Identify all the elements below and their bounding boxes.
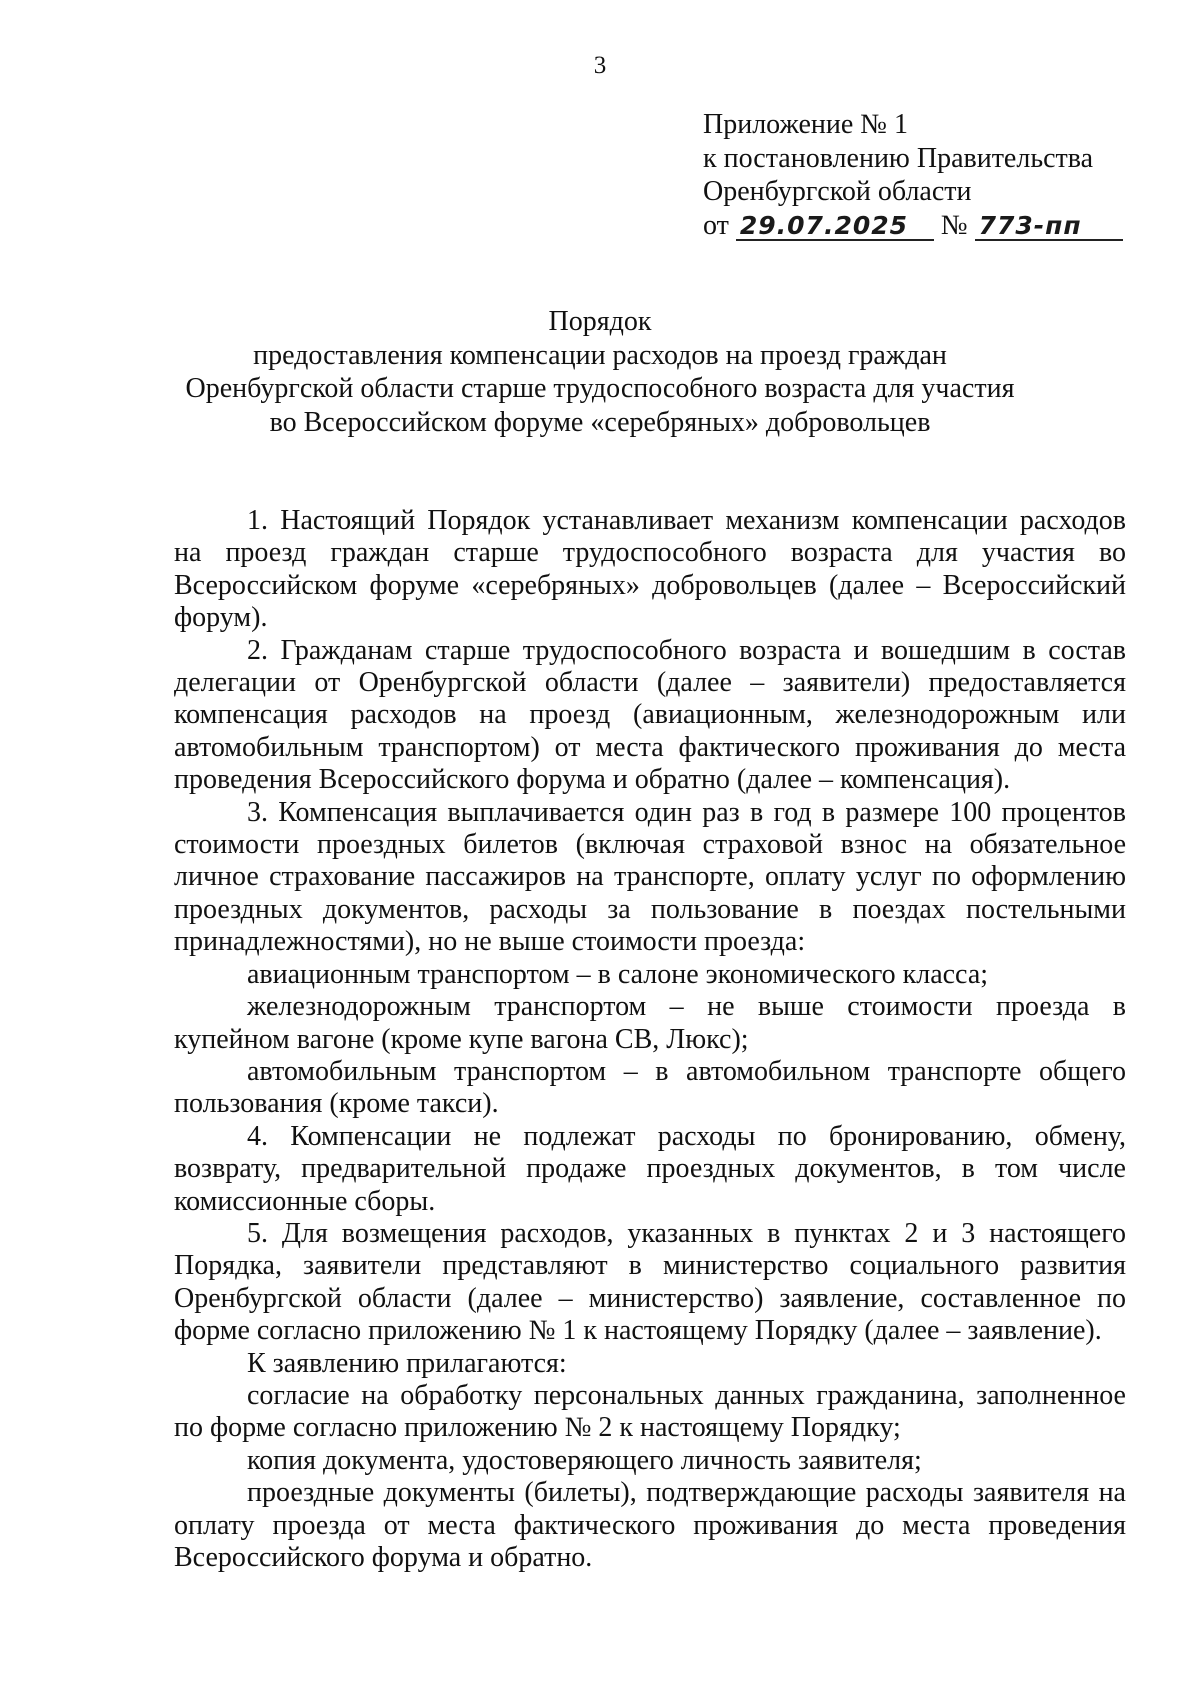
- title-line-4: во Всероссийском форуме «серебряных» добровольцев: [269, 406, 931, 438]
- paragraph-3: 3. Компенсация выплачивается один раз в год в размере 100 процентов стоимости проездных билетов (включая страховой взнос на обязательное личное страхование пассажиров на транспорте, оплату услуг по оформлению проездных документов, расходы за пользование в поездах постельными принадлежностями), но не выше стоимости проезда:: [174, 796, 1126, 958]
- paragraph-5: 5. Для возмещения расходов, указанных в пунктах 2 и 3 настоящего Порядка, заявители представляют в министерство социального развития Оренбургской области (далее – министерство) заявление, составленное по форме согласно приложению № 1 к настоящему Порядку (далее – заявление).: [174, 1217, 1126, 1347]
- appendix-header: [703, 108, 1123, 242]
- number-prefix: №: [940, 209, 968, 241]
- paragraph-4: 4. Компенсации не подлежат расходы по бронированию, обмену, возврату, предварительной продаже проездных документов, в том числе комиссионные сборы.: [174, 1120, 1126, 1217]
- document-body: [174, 505, 1126, 1574]
- attachment-tickets: проездные документы (билеты), подтверждающие расходы заявителя на оплату проезда от места фактического проживания до места проведения Всероссийского форума и обратно.: [174, 1477, 1126, 1573]
- appendix-line-2: к постановлению Правительства: [703, 142, 1094, 174]
- title-line-1: Порядок: [548, 306, 652, 337]
- page-number: 3: [593, 52, 607, 79]
- paragraph-3-rail: железнодорожным транспортом – не выше стоимости проезда в купейном вагоне (кроме купе вагона СВ, Люкс);: [174, 991, 1126, 1055]
- handwritten-date: 29.07.2025: [736, 213, 934, 241]
- paragraph-5-attachments: К заявлению прилагаются:: [247, 1347, 567, 1379]
- paragraph-3-auto: автомобильным транспортом – в автомобильном транспорте общего пользования (кроме такси).: [174, 1055, 1126, 1120]
- attachment-id-copy: копия документа, удостоверяющего личность заявителя;: [247, 1444, 922, 1476]
- title-line-2: предоставления компенсации расходов на проезд граждан: [253, 339, 947, 371]
- paragraph-2: 2. Гражданам старше трудоспособного возраста и вошедшим в состав делегации от Оренбургской области (далее – заявители) предоставляется компенсация расходов на проезд (авиационным, железнодорожным или автомобильным транспортом) от места фактического проживания до места проведения Всероссийского форума и обратно (далее – компенсация).: [174, 634, 1126, 796]
- title-line-3: Оренбургской области старше трудоспособного возраста для участия: [185, 373, 1015, 404]
- appendix-line-3: Оренбургской области: [703, 176, 972, 207]
- document-title: [0, 305, 1200, 439]
- handwritten-number: 773-пп: [975, 213, 1123, 241]
- appendix-line-1: Приложение № 1: [703, 109, 908, 140]
- attachment-consent: согласие на обработку персональных данных гражданина, заполненное по форме согласно приложению № 2 к настоящему Порядку;: [174, 1379, 1126, 1444]
- paragraph-3-air: авиационным транспортом – в салоне экономического класса;: [247, 958, 989, 990]
- date-prefix: от: [703, 209, 729, 241]
- paragraph-1: 1. Настоящий Порядок устанавливает механизм компенсации расходов на проезд граждан старше трудоспособного возраста для участия во Всероссийском форуме «серебряных» добровольцев (далее – Всероссийский форум).: [174, 505, 1126, 634]
- appendix-date-line: [703, 209, 1123, 243]
